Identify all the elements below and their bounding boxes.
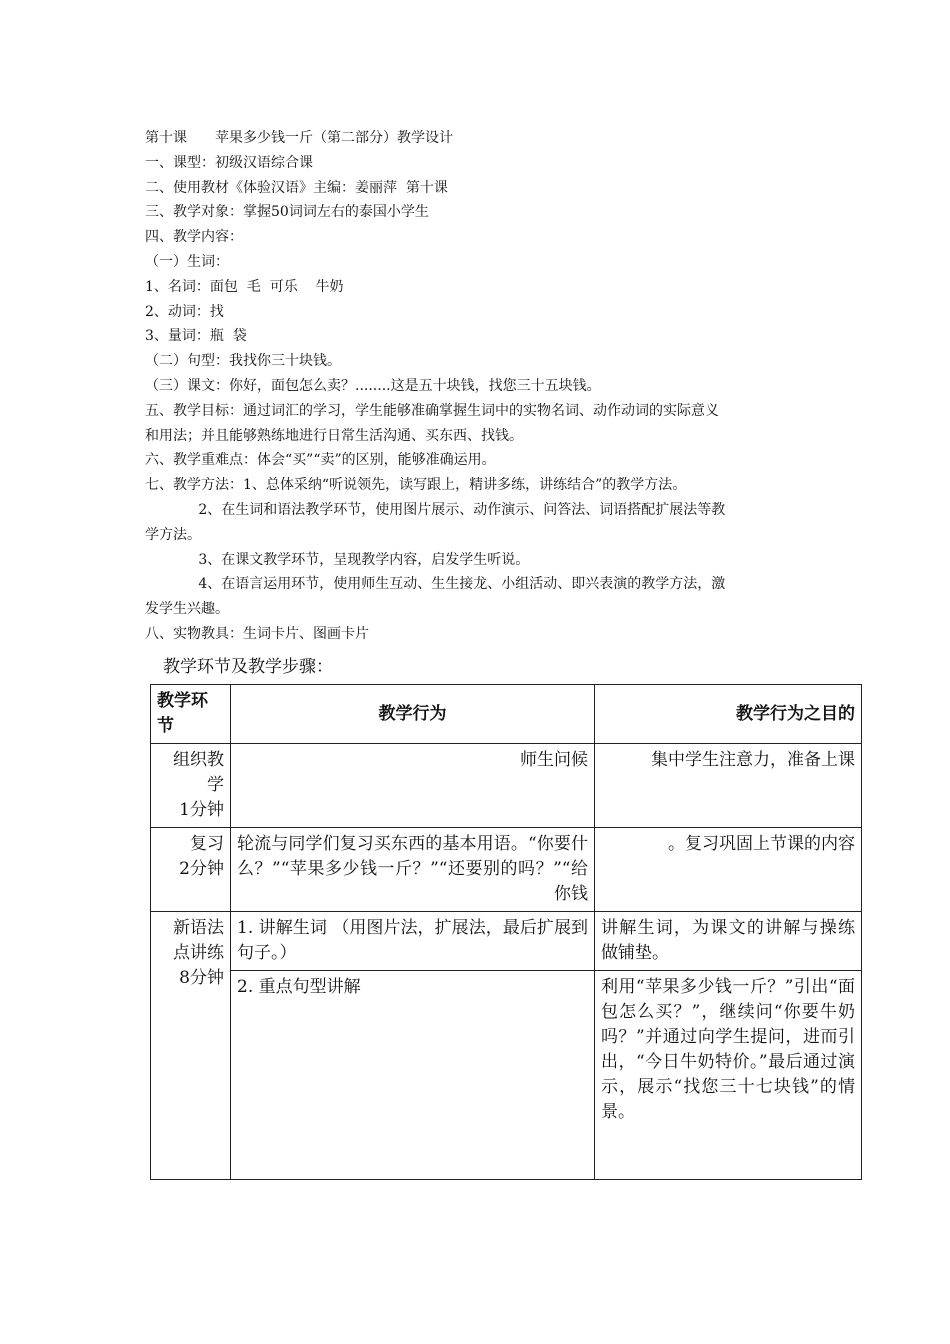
stage-time: 1分钟 [179,800,224,820]
stage-cell [151,912,231,1180]
purpose-cell: 利用“苹果多少钱一斤？”引出“面包怎么买？”，继续问“你要牛奶吗？”并通过向学生提问，进而引出，“今日牛奶特价。”最后通过演示，展示“找您三十七块钱”的情景。 [595,971,862,1180]
doc-line: 2、动词：找 [145,303,224,320]
purpose-cell: 讲解生词，为课文的讲解与操练做铺垫。 [595,912,862,971]
doc-line: 一、课型：初级汉语综合课 [145,154,313,171]
section-subtitle: 教学环节及教学步骤： [163,657,333,677]
table-row [151,971,862,1180]
table-header-row [151,685,862,744]
table-row [151,828,862,912]
header-stage: 教学环节 [151,685,231,744]
doc-line: 2、在生词和语法教学环节，使用图片展示、动作演示、问答法、词语搭配扩展法等教 [145,501,726,518]
doc-line: 三、教学对象：掌握50词词左右的泰国小学生 [145,204,429,221]
stage-cell [151,744,231,828]
stage-cell [151,828,231,912]
lesson-plan-table [150,684,862,1180]
doc-line: 六、教学重难点：体会“买”“卖”的区别，能够准确运用。 [145,452,496,469]
doc-line: 1、名词：面包 毛 可乐 牛奶 [145,278,344,295]
purpose-cell: 集中学生注意力，准备上课 [595,744,862,828]
stage-time: 2分钟 [179,859,224,879]
stage-label: 新语法点讲练 [173,918,224,963]
doc-line: 学方法。 [145,526,201,543]
doc-line: 二、使用教材《体验汉语》主编：姜丽萍 第十课 [145,179,448,196]
header-purpose: 教学行为之目的 [595,685,862,744]
doc-line: 五、教学目标：通过词汇的学习，学生能够准确掌握生词中的实物名词、动作动词的实际意义 [145,402,719,419]
doc-line: 发学生兴趣。 [145,601,229,618]
doc-line: 3、量词：瓶 袋 [145,328,247,345]
doc-line: 四、教学内容： [145,229,243,246]
action-cell: 师生问候 [231,744,595,828]
action-cell: 2. 重点句型讲解 [231,971,595,1180]
doc-line: 七、教学方法：1、总体采纳“听说领先，读写跟上，精讲多练，讲练结合”的教学方法。 [145,477,687,494]
doc-line: （一）生词： [145,253,229,270]
doc-line: 4、在语言运用环节，使用师生互动、生生接龙、小组活动、即兴表演的教学方法，激 [145,576,726,593]
table-row [151,912,862,971]
action-cell: 1. 讲解生词 （用图片法，扩展法，最后扩展到句子。） [231,912,595,971]
doc-line: 八、实物教具：生词卡片、图画卡片 [145,625,369,642]
stage-label: 复习 [190,834,224,854]
purpose-cell: 。复习巩固上节课的内容 [595,828,862,912]
action-cell: 轮流与同学们复习买东西的基本用语。“你要什么？”“苹果多少钱一斤？”“还要别的吗？”“给你钱 [231,828,595,912]
doc-line: 3、在课文教学环节，呈现教学内容，启发学生听说。 [145,551,530,568]
doc-line: 和用法；并且能够熟练地进行日常生活沟通、买东西、找钱。 [145,427,523,444]
table-row [151,744,862,828]
doc-line: （三）课文：你好，面包怎么卖？........这是五十块钱，找您三十五块钱。 [145,377,601,394]
doc-line: （二）句型：我找你三十块钱。 [145,353,341,370]
stage-time: 8分钟 [179,968,224,988]
doc-title: 第十课 苹果多少钱一斤（第二部分）教学设计 [145,130,453,146]
document-body [145,126,810,647]
stage-label: 组织教学 [173,750,224,795]
header-action: 教学行为 [231,685,595,744]
